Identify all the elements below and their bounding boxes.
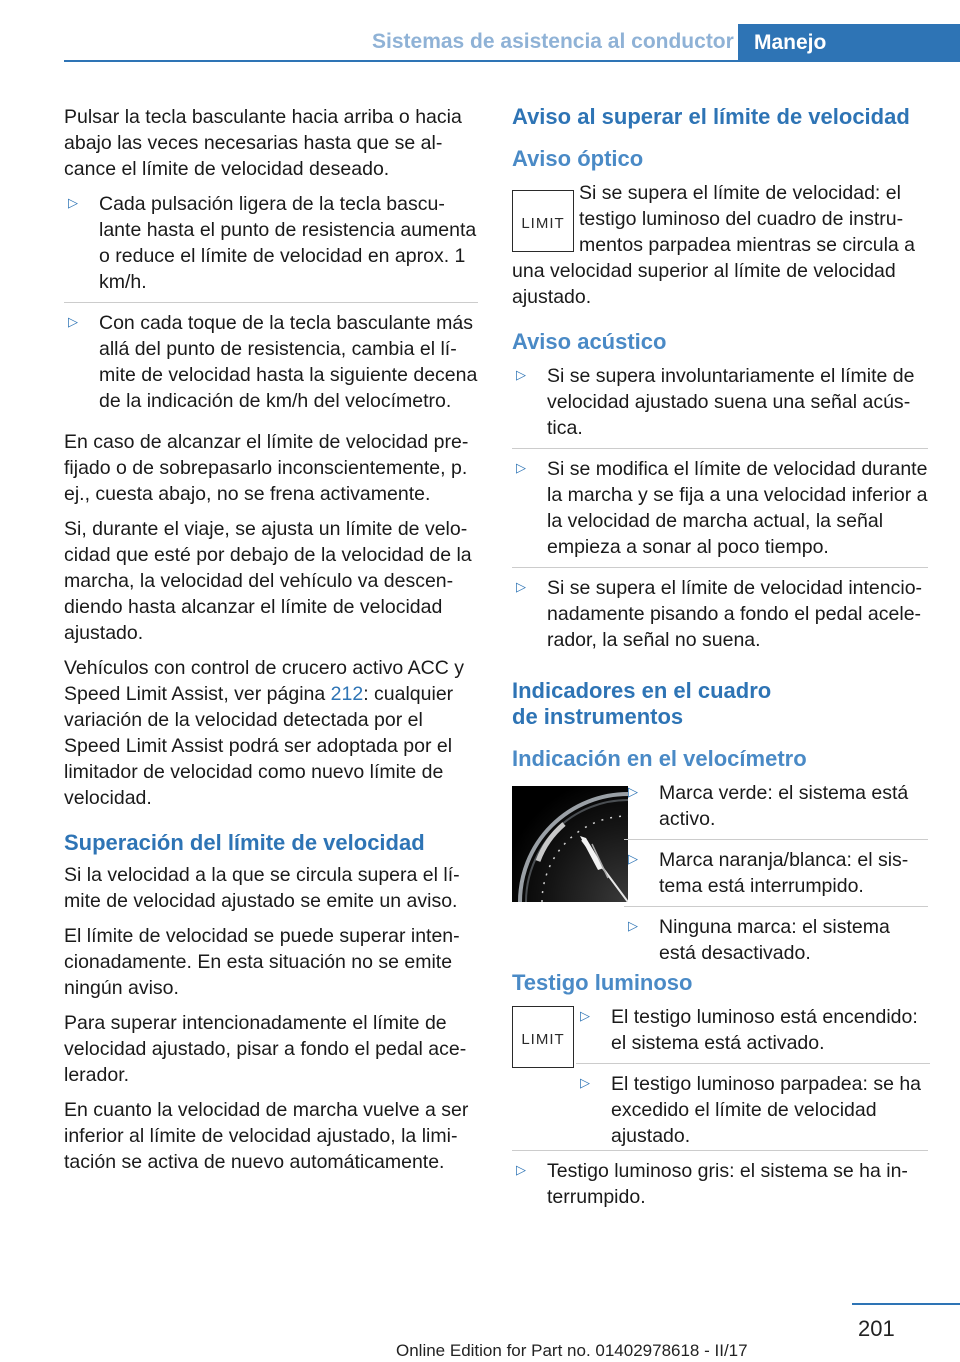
- paragraph: El límite de velocidad se puede superar intencionadamente. En esta situación no se emite ningún aviso.: [64, 925, 460, 999]
- intro-paragraph: Pulsar la tecla basculante hacia arriba o hacia abajo las veces necesarias hasta que se alcance el límite de velocidad deseado.: [64, 106, 462, 180]
- list-item: ▷ Con cada toque de la tecla basculante más allá del punto de resistencia, cambia el límite de velocidad hasta la siguiente decena de la indicación de km/h del velocímetro.: [64, 302, 478, 421]
- header-tab-label: Manejo: [754, 31, 827, 54]
- edition-footer: Online Edition for Part no. 01402978618 - II/17: [396, 1341, 748, 1360]
- triangle-bullet-icon: ▷: [68, 195, 78, 210]
- paragraph: Si, durante el viaje, se ajusta un límite de velocidad que esté por debajo de la velocidad de la marcha, la velocidad del vehículo va descendiendo hasta alcanzar el límite de velocidad ajustado.: [64, 518, 472, 644]
- page-number: 201: [858, 1316, 895, 1341]
- paragraph: En caso de alcanzar el límite de velocidad prefijado o de sobrepasarlo inconscientemente, p. ej., cuesta abajo, no se frena activamente.: [64, 431, 469, 505]
- triangle-bullet-icon: ▷: [580, 1008, 590, 1023]
- subheading-warning-lamp: Testigo luminoso: [512, 970, 693, 995]
- list-item: ▷ Si se supera involuntariamente el límite de velocidad ajustado suena una señal acústica.: [516, 365, 915, 439]
- triangle-bullet-icon: ▷: [516, 367, 526, 382]
- list-item: ▷ Si se supera el límite de velocidad intencionadamente pisando a fondo el pedal acelerador, la señal no suena.: [512, 567, 928, 660]
- optical-warning-text-cont: una velocidad superior al límite de velocidad ajustado.: [512, 260, 896, 308]
- adjust-bullet-list: [64, 191, 478, 421]
- list-item: ▷ El testigo luminoso parpadea: se ha excedido el límite de velocidad ajustado.: [576, 1063, 930, 1156]
- speedometer-bullet-list: [624, 780, 928, 973]
- subheading-speedometer: Indicación en el velocímetro: [512, 746, 807, 771]
- running-header-section: Sistemas de asistencia al conductor: [372, 30, 734, 53]
- paragraph: Vehículos con control de crucero activo ACC y Speed Limit Assist, ver página 212: cualquier variación de la velocidad detectada por el Speed Limit Assist podrá ser adoptada por el limitador de velocidad como nuevo límite de velocidad.: [64, 657, 464, 809]
- heading-instrument-indicators: Indicadores en el cuadro de instrumentos: [512, 678, 772, 729]
- list-item: ▷ Ninguna marca: el sistema está desactivado.: [624, 906, 928, 973]
- header-rule: [64, 60, 960, 62]
- optical-warning-text: Si se supera el límite de velocidad: el testigo luminoso del cuadro de instrumentos parpadea mientras se circula a: [579, 182, 916, 256]
- warning-lamp-block: [512, 1004, 928, 1150]
- list-item: ▷ Marca naranja/blanca: el sistema está interrumpido.: [624, 839, 928, 906]
- right-column: [512, 104, 928, 1225]
- optical-warning-block: [512, 180, 928, 310]
- triangle-bullet-icon: ▷: [628, 918, 638, 933]
- list-item: ▷ Si se modifica el límite de velocidad durante la marcha y se fija a una velocidad inferior a la velocidad de marcha actual, la señal empieza a sonar al poco tiempo.: [512, 448, 928, 567]
- triangle-bullet-icon: ▷: [516, 460, 526, 475]
- triangle-bullet-icon: ▷: [580, 1075, 590, 1090]
- gray-lamp-bullet-list: [512, 1150, 928, 1217]
- footer-rule: [852, 1303, 960, 1305]
- heading-exceed-limit: Superación del límite de velocidad: [64, 830, 425, 855]
- running-header-tab: [738, 24, 960, 62]
- subheading-acoustic-warning: Aviso acústico: [512, 329, 667, 354]
- paragraph: Si la velocidad a la que se circula supera el límite de velocidad ajustado se emite un aviso.: [64, 864, 460, 912]
- acoustic-bullet-list: [512, 363, 928, 660]
- triangle-bullet-icon: ▷: [68, 314, 78, 329]
- list-item: ▷ Testigo luminoso gris: el sistema se ha interrumpido.: [516, 1160, 908, 1208]
- list-item: ▷ Marca verde: el sistema está activo.: [628, 782, 909, 830]
- triangle-bullet-icon: ▷: [628, 851, 638, 866]
- page-reference-link[interactable]: 212: [330, 683, 364, 705]
- speedometer-image: [512, 786, 628, 902]
- speedometer-block: [512, 780, 928, 964]
- triangle-bullet-icon: ▷: [516, 579, 526, 594]
- paragraph: En cuanto la velocidad de marcha vuelve a ser inferior al límite de velocidad ajustado, la limitación se activa de nuevo automáticamente.: [64, 1099, 469, 1173]
- warning-lamp-bullet-list: [576, 1004, 930, 1156]
- paragraph: Para superar intencionadamente el límite de velocidad ajustado, pisar a fondo el pedal acelerador.: [64, 1012, 467, 1086]
- heading-speed-warning: Aviso al superar el límite de velocidad: [512, 104, 910, 129]
- subheading-optical-warning: Aviso óptico: [512, 146, 644, 171]
- list-item: ▷ El testigo luminoso está encendido: el sistema está activado.: [580, 1006, 918, 1054]
- triangle-bullet-icon: ▷: [628, 784, 638, 799]
- limit-indicator-icon: LIMIT: [512, 1006, 574, 1068]
- triangle-bullet-icon: ▷: [516, 1162, 526, 1177]
- left-column: [64, 104, 478, 1184]
- limit-indicator-icon: LIMIT: [512, 190, 574, 252]
- list-item: ▷ Cada pulsación ligera de la tecla basculante hasta el punto de resistencia aumenta o reduce el límite de velocidad en aprox. 1 km/h.: [68, 193, 477, 293]
